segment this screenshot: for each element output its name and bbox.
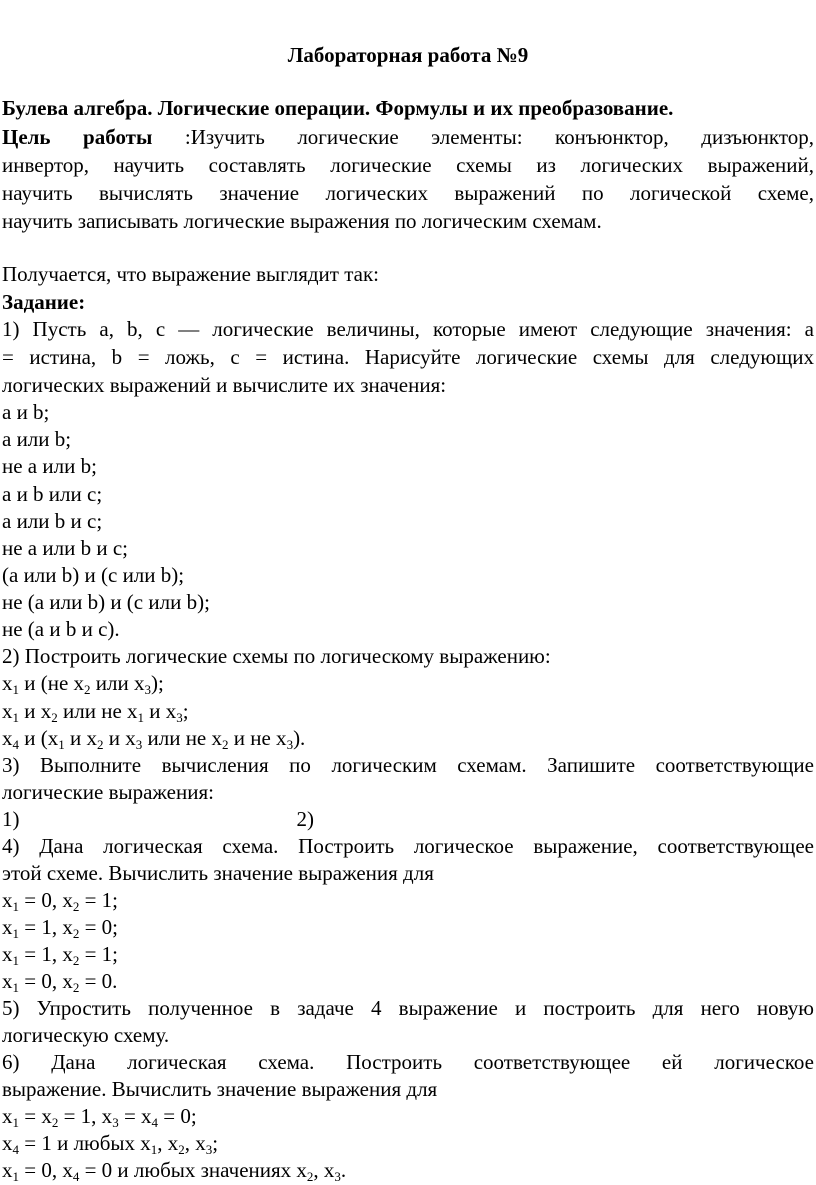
- task4-value-3: $x_1 = 1$, $x_2 = 1$;: [2, 942, 119, 968]
- task1-line-2: = истина, b = ложь, c = истина. Нарисуйте логические схемы для следующих: [2, 345, 814, 369]
- task3-line-2: логические выражения:: [2, 780, 214, 804]
- task6-line-2: выражение. Вычислить значение выражения для: [2, 1077, 438, 1101]
- task-heading-text: Задание:: [2, 290, 86, 314]
- intro-text: Получается, что выражение выглядит так:: [2, 262, 379, 286]
- expression-item: a или b;: [2, 427, 72, 451]
- expression-item: не a или b;: [2, 454, 97, 478]
- goal-line-1: [2, 124, 814, 150]
- task4-value-2: $x_1 = 1$, $x_2 = 0$;: [2, 915, 119, 941]
- task2-expression-2: $x_1$ и $x_2$ или не $x_1$ и $x_3$;: [2, 699, 189, 725]
- task4-line-1: 4) Дана логическая схема. Построить логическое выражение, соответствующее: [2, 834, 814, 858]
- expression-item: не (a и b и c).: [2, 617, 120, 641]
- goal-text-1: :Изучить логические элементы: конъюнктор, дизъюнктор,: [184, 125, 815, 149]
- subtitle: [2, 95, 814, 121]
- scheme-label-2: 2): [296, 807, 314, 831]
- expression-item: (a или b) и (c или b);: [2, 563, 185, 587]
- expression-item: не a или b и c;: [2, 536, 128, 560]
- task4-value-4: $x_1 = 0$, $x_2 = 0$.: [2, 969, 118, 995]
- goal-label: Цель работы: [2, 125, 153, 149]
- task4-line-2: этой схеме. Вычислить значение выражения для: [2, 861, 434, 885]
- scheme-label-1: 1): [2, 807, 20, 831]
- task1-line-1: 1) Пусть a, b, c — логические величины, которые имеют следующие значения: a: [2, 317, 814, 341]
- goal-line-2: инвертор, научить составлять логические схемы из логических выражений,: [2, 153, 814, 177]
- expression-item: a или b и c;: [2, 509, 103, 533]
- task6-line-1: 6) Дана логическая схема. Построить соответствующее ей логическое: [2, 1050, 814, 1074]
- task6-value-3: $x_1 = 0$, $x_4 = 0$ и любых значениях $x_2$, $x_3$.: [2, 1158, 347, 1184]
- task3-line-1: 3) Выполните вычисления по логическим схемам. Запишите соответствующие: [2, 753, 814, 777]
- subtitle-text: Булева алгебра. Логические операции. Формулы и их преобразование.: [2, 96, 674, 120]
- task3-labels: [2, 806, 814, 832]
- task1-line-3: логических выражений и вычислите их значения:: [2, 373, 447, 397]
- task5-line-2: логическую схему.: [2, 1023, 170, 1047]
- goal-line-4: научить записывать логические выражения по логическим схемам.: [2, 209, 602, 233]
- task4-value-1: $x_1 = 0$, $x_2 = 1$;: [2, 888, 119, 914]
- expression-item: не (a или b) и (c или b);: [2, 590, 210, 614]
- page-title: Лабораторная работа №9: [287, 43, 529, 67]
- task2-heading: 2) Построить логические схемы по логическому выражению:: [2, 644, 551, 668]
- task6-value-1: $x_1 = x_2 = 1$, $x_3 = x_4 = 0$;: [2, 1104, 197, 1130]
- task5-line-1: 5) Упростить полученное в задаче 4 выражение и построить для него новую: [2, 996, 814, 1020]
- task-heading: [2, 289, 814, 315]
- task6-value-2: $x_4 = 1$ и любых $x_1$, $x_2$, $x_3$;: [2, 1131, 219, 1157]
- task2-expression-3: $x_4$ и ($x_1$ и $x_2$ и $x_3$ или не $x_2$ и не $x_3$).: [2, 726, 306, 752]
- task2-expression-1: $x_1$ и (не $x_2$ или $x_3$);: [2, 671, 164, 697]
- expression-item: a и b;: [2, 400, 50, 424]
- expression-item: a и b или c;: [2, 482, 103, 506]
- goal-line-3: научить вычислять значение логических выражений по логической схеме,: [2, 181, 814, 205]
